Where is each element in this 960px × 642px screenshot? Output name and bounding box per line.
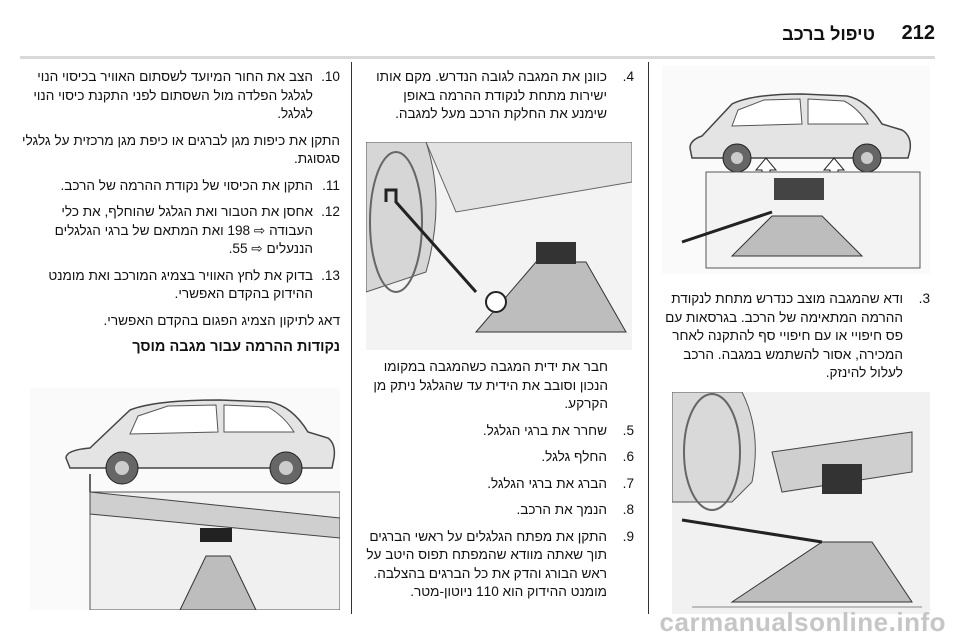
step-10: 10. הצב את החור המיועד לשסתום האוויר בכיסוי הנוי לגלגל הפלדה מול השסתום לפני התקנת כיסוי הנוי לגלגל. xyxy=(33,69,340,121)
column-divider-left xyxy=(351,62,352,614)
step-6: 6. החלף גלגל. xyxy=(541,449,634,464)
page-ref-1[interactable]: 198 xyxy=(227,222,251,238)
page-ref-arrow-icon: ⇨ xyxy=(251,241,263,257)
step-13: 13. בדוק את לחץ האוויר בצמיג המורכב ואת מומנט ההידוק בהקדם האפשרי. xyxy=(48,267,340,301)
step-11: 11. התקן את הכיסוי של נקודת ההרמה של הרכב. xyxy=(60,177,340,193)
step-7: 7. הברג את ברגי הגלגל. xyxy=(487,475,634,491)
step-3: 3. ודא שהמגבה מוצב כנדרש מתחת לנקודת ההרמה המתאימה של הרכב. בגרסאות עם פס חיפויי או עם חיפויי סף להתקנה לאחר המכירה, אסור להשתמש במגבה. הרכב לעלול להינזק. xyxy=(665,291,930,380)
page-ref-arrow-icon: ⇨ xyxy=(253,222,266,239)
column-middle-lower xyxy=(366,358,634,610)
page-ref-2[interactable]: 55 xyxy=(232,241,248,256)
step-12: 12. אחסן את הטבור ואת הגלגל שהוחלף, את כלי העבודה ⇨ 198 ואת המתאם של ברגי הגלגלים הננעלים ⇨ 55. xyxy=(54,204,340,257)
hubcap-note: התקן את כיפות מגן לברגים או כיפת מגן מרכזית על גלגלי סגסוגת. xyxy=(22,132,340,166)
column-left xyxy=(22,68,340,363)
step-8: 8. הנמך את הרכב. xyxy=(516,502,634,517)
crank-note: חבר את ידית המגבה כשהמגבה במקומו הנכון וסובב את הידית עד שהגלגל ניתק מן הקרקע. xyxy=(373,359,608,411)
column-right xyxy=(662,290,930,391)
repair-note: דאג לתיקון הצמיג הפגום בהקדם האפשרי. xyxy=(103,312,340,328)
column-divider-right xyxy=(648,62,649,614)
garage-jack-illustration xyxy=(30,388,340,610)
page-header xyxy=(20,22,935,58)
step-5: 5. שחרר את ברגי הגלגל. xyxy=(482,422,634,438)
header-rule xyxy=(20,56,935,59)
watermark: carmanualsonline.info xyxy=(659,607,946,637)
step-4: 4. כוונן את המגבה לגובה הנדרש. מקם אותו ישירות מתחת לנקודת ההרמה באופן שימנע את החלקת הרכב מעל למגבה. xyxy=(376,69,634,121)
jack-under-car-illustration xyxy=(672,392,930,614)
car-lift-points-illustration xyxy=(662,66,930,274)
section-title: טיפול ברכב xyxy=(782,24,875,44)
page-number: 212 xyxy=(901,22,935,44)
column-middle xyxy=(366,68,634,132)
jack-crank-illustration xyxy=(366,142,632,350)
garage-jack-subheading: נקודות ההרמה עבור מגבה מוסך xyxy=(132,339,340,355)
step-9: 9. התקן את מפתח הגלגלים על ראשי הברגים תוך שאתה מוודא שהמפתח תפוס היטב על ראש הבורג והדק את כל הברגים בהצלבה. מומנט ההידוק הוא 110 ניוטון-מטר. xyxy=(366,528,634,599)
